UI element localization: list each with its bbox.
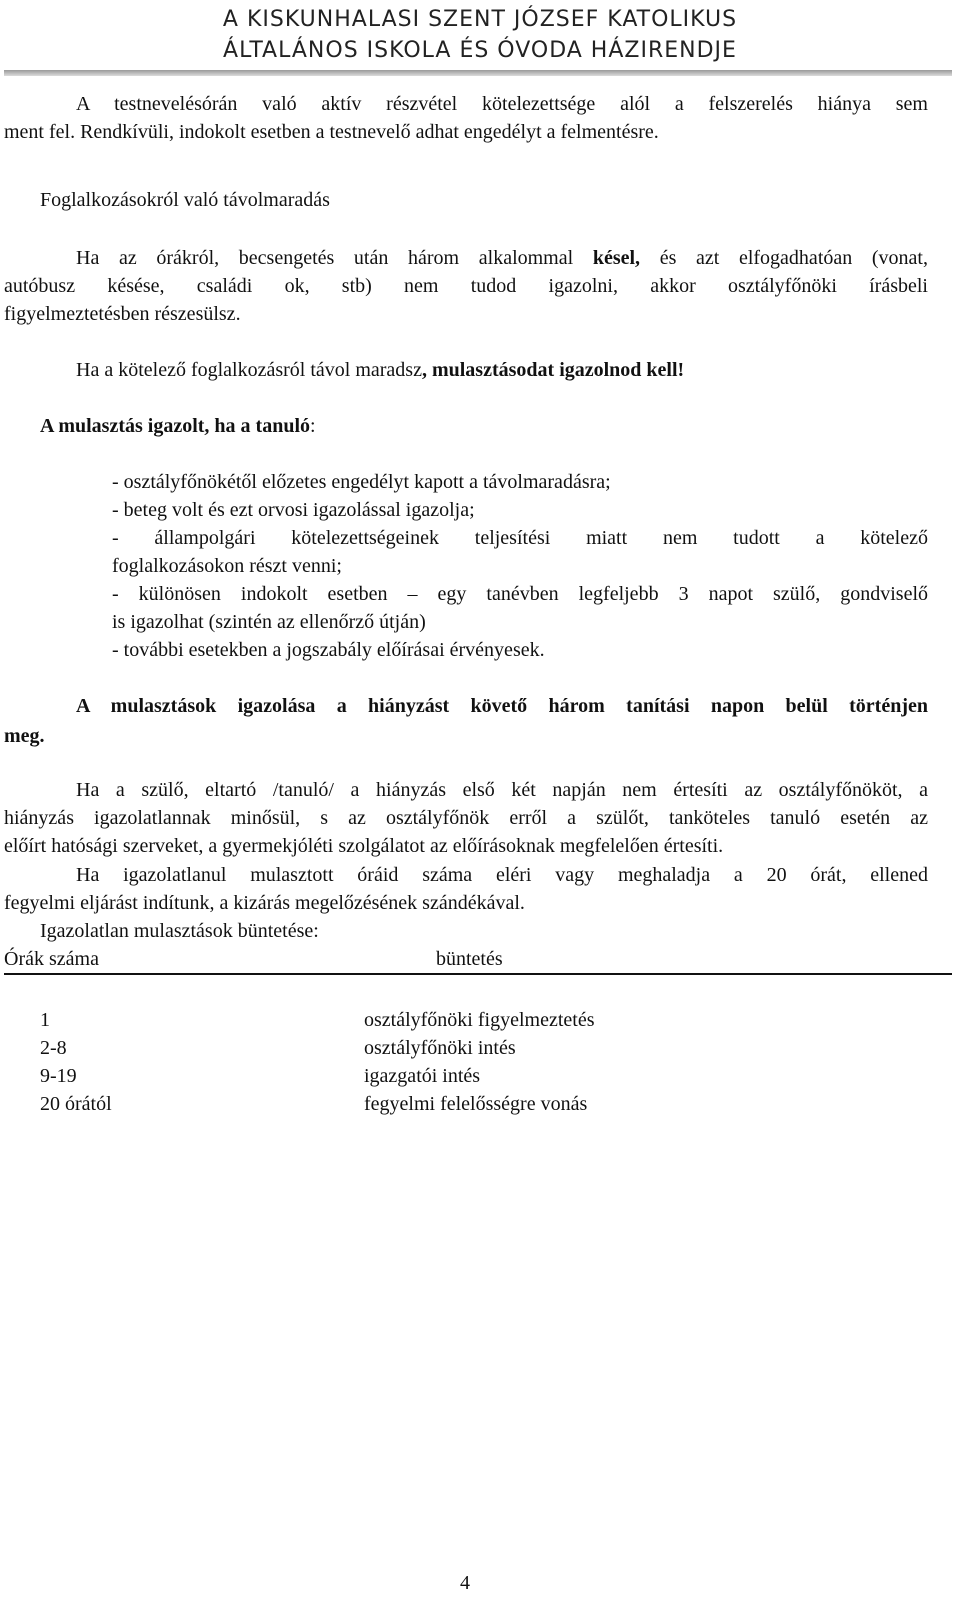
section-title: Foglalkozásokról való távolmaradás [40, 189, 330, 211]
list-item-continuation: foglalkozásokon részt venni; [112, 555, 342, 577]
section-title: A mulasztás igazolt, ha a tanuló: [40, 415, 316, 437]
document-header [0, 4, 960, 66]
list-item: - állampolgári kötelezettségeinek teljesítési miatt nem tudott a kötelező [112, 527, 928, 549]
paragraph-line: figyelmeztetésben részesülsz. [4, 303, 241, 325]
header-divider [4, 70, 952, 76]
table-cell-penalty: osztályfőnöki figyelmeztetés [364, 1009, 595, 1031]
paragraph-line: A testnevelésórán való aktív részvétel kötelezettsége alól a felszerelés hiánya sem [76, 93, 928, 115]
table-cell-hours: 20 órától [40, 1093, 112, 1115]
paragraph-line: meg. [4, 725, 45, 747]
header-line-1: A KISKUNHALASI SZENT JÓZSEF KATOLIKUS [222, 7, 738, 32]
table-cell-penalty: osztályfőnöki intés [364, 1037, 516, 1059]
paragraph-line: Ha az órákról, becsengetés után három alkalommal késel, és azt elfogadhatóan (vonat, [76, 247, 928, 269]
paragraph-line: autóbusz késése, családi ok, stb) nem tudod igazolni, akkor osztályfőnöki írásbeli [4, 275, 928, 297]
table-cell-penalty: fegyelmi felelősségre vonás [364, 1093, 588, 1115]
list-item: - különösen indokolt esetben – egy tanévben legfeljebb 3 napot szülő, gondviselő [112, 583, 928, 605]
paragraph-line: fegyelmi eljárást indítunk, a kizárás megelőzésének szándékával. [4, 892, 525, 914]
paragraph-line: hiányzás igazolatlannak minősül, s az osztályfőnök erről a szülőt, tanköteles tanuló esetén az [4, 807, 928, 829]
paragraph-line: ment fel. Rendkívüli, indokolt esetben a testnevelő adhat engedélyt a felmentésre. [4, 121, 659, 143]
table-cell-hours: 1 [40, 1009, 50, 1031]
table-cell-hours: 2-8 [40, 1037, 67, 1059]
paragraph-line: A mulasztások igazolása a hiányzást követő három tanítási napon belül történjen [76, 695, 928, 717]
penalty-title: Igazolatlan mulasztások büntetése: [40, 920, 319, 942]
table-header-rule [4, 973, 952, 975]
list-item: - további esetekben a jogszabály előírásai érvényesek. [112, 639, 545, 661]
list-item: - osztályfőnökétől előzetes engedélyt kapott a távolmaradásra; [112, 471, 611, 493]
paragraph-line: előírt hatósági szerveket, a gyermekjóléti szolgálatot az előírásoknak megfelelően értesíti. [4, 835, 724, 857]
paragraph-line: Ha a kötelező foglalkozásról távol maradsz, mulasztásodat igazolnod kell! [76, 359, 685, 381]
list-item-continuation: is igazolhat (szintén az ellenőrző útján) [112, 611, 426, 633]
header-line-2: ÁLTALÁNOS ISKOLA ÉS ÓVODA HÁZIRENDJE [223, 38, 737, 63]
paragraph-line: Ha a szülő, eltartó /tanuló/ a hiányzás első két napján nem értesíti az osztályfőnököt, a [76, 779, 928, 801]
table-header-penalty: büntetés [436, 948, 503, 970]
table-cell-hours: 9-19 [40, 1065, 77, 1087]
paragraph-line: Ha igazolatlanul mulasztott óráid száma eléri vagy meghaladja a 20 órát, ellened [76, 864, 928, 886]
table-cell-penalty: igazgatói intés [364, 1065, 481, 1087]
list-item: - beteg volt és ezt orvosi igazolással igazolja; [112, 499, 475, 521]
page-number: 4 [460, 1572, 470, 1594]
table-header-hours: Órák száma [4, 948, 99, 970]
